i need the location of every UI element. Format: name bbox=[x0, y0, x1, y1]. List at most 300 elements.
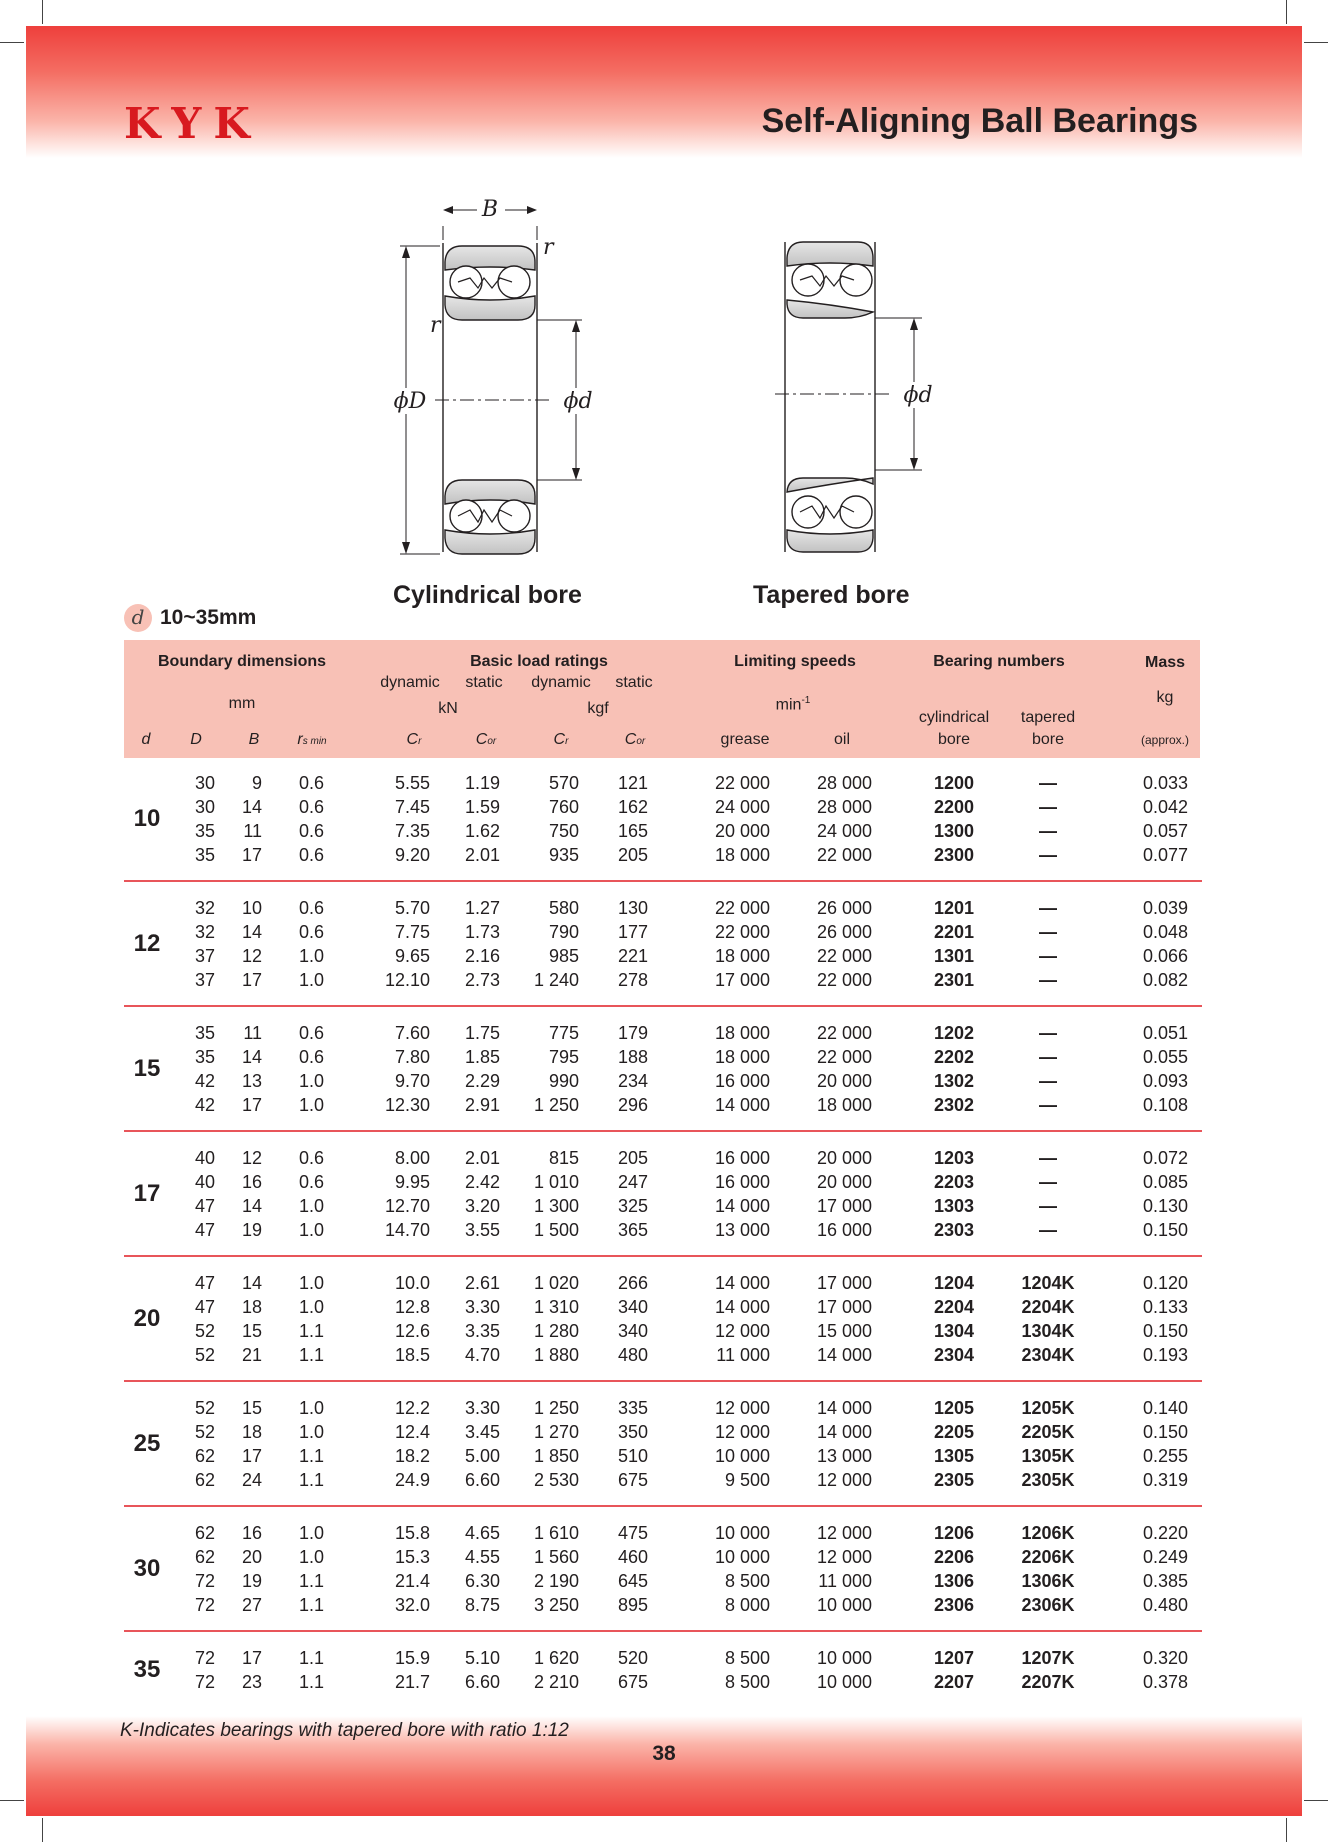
table-cell: 9.95 bbox=[394, 1172, 430, 1192]
table-cell: 3.35 bbox=[464, 1321, 500, 1341]
table-cell: 26 000 bbox=[816, 922, 872, 942]
table-cell: 22 000 bbox=[816, 1023, 872, 1043]
table-cell: 1304 bbox=[933, 1321, 975, 1341]
bearing-diagrams bbox=[0, 0, 1328, 620]
table-cell: 1 850 bbox=[533, 1446, 579, 1466]
table-cell: 2201 bbox=[933, 922, 975, 942]
table-cell: 1.0 bbox=[298, 970, 324, 990]
table-cell: 22 000 bbox=[816, 1047, 872, 1067]
table-cell: 20 000 bbox=[816, 1071, 872, 1091]
table-cell: 1 880 bbox=[533, 1345, 579, 1365]
table-cell: 24 000 bbox=[714, 797, 770, 817]
bore-diameter-value: 25 bbox=[133, 1430, 161, 1457]
table-cell: 18 000 bbox=[714, 1047, 770, 1067]
table-cell: 24.9 bbox=[394, 1470, 430, 1490]
table-cell: 2304K bbox=[1021, 1345, 1075, 1365]
table-cell: 12 000 bbox=[714, 1321, 770, 1341]
table-cell: 1305K bbox=[1021, 1446, 1075, 1466]
col-cor-subscript: or bbox=[487, 736, 497, 747]
table-cell: 1 250 bbox=[533, 1398, 579, 1418]
table-cell: 2304 bbox=[933, 1345, 975, 1365]
table-cell: 0.255 bbox=[1142, 1446, 1188, 1466]
table-cell: 8.75 bbox=[464, 1595, 500, 1615]
table-cell: 2203 bbox=[933, 1172, 975, 1192]
table-cell: 4.55 bbox=[464, 1547, 500, 1567]
table-cell: 32 bbox=[194, 898, 215, 918]
bore-diameter-value: 35 bbox=[133, 1656, 161, 1683]
crop-mark bbox=[1286, 1818, 1287, 1842]
header-bearing-numbers: Bearing numbers bbox=[933, 653, 1065, 670]
table-cell: 1201 bbox=[933, 898, 975, 918]
table-cell: 0.6 bbox=[298, 797, 324, 817]
table-cell: 0.6 bbox=[298, 1047, 324, 1067]
table-cell: 15.3 bbox=[394, 1547, 430, 1567]
dim-outer-diameter-label: ϕD bbox=[393, 389, 427, 414]
bore-diameter-value: 12 bbox=[133, 930, 161, 957]
header-basic-load-ratings: Basic load ratings bbox=[470, 653, 608, 670]
table-cell: 2206K bbox=[1021, 1547, 1075, 1567]
table-cell: 1 620 bbox=[533, 1648, 579, 1668]
table-cell: 1.75 bbox=[464, 1023, 500, 1043]
table-cell: 12 000 bbox=[816, 1470, 872, 1490]
table-cell: 0.6 bbox=[298, 922, 324, 942]
col-outer-d: D bbox=[190, 731, 202, 748]
table-cell: 2.61 bbox=[464, 1273, 500, 1293]
table-cell: 5.55 bbox=[394, 773, 430, 793]
table-cell: 1204 bbox=[933, 1273, 975, 1293]
table-cell: 1 250 bbox=[533, 1095, 579, 1115]
table-cell: 52 bbox=[194, 1345, 215, 1365]
table-cell: 28 000 bbox=[816, 773, 872, 793]
min-exponent: -1 bbox=[801, 695, 811, 706]
table-cell: 0.108 bbox=[1142, 1095, 1188, 1115]
table-cell: 40 bbox=[194, 1148, 215, 1168]
table-cell: 1.0 bbox=[298, 1547, 324, 1567]
table-cell: 205 bbox=[617, 1148, 648, 1168]
col-cr-kn bbox=[407, 731, 422, 749]
page-title: Self-Aligning Ball Bearings bbox=[761, 102, 1198, 140]
table-cell: 1.62 bbox=[464, 821, 500, 841]
table-cell: 42 bbox=[194, 1071, 215, 1091]
tapered-bore-label: Tapered bore bbox=[753, 581, 910, 609]
table-cell: 775 bbox=[548, 1023, 579, 1043]
table-cell: 1304K bbox=[1021, 1321, 1075, 1341]
table-cell: 0.319 bbox=[1142, 1470, 1188, 1490]
table-cell: 325 bbox=[617, 1196, 648, 1216]
table-cell: 795 bbox=[548, 1047, 579, 1067]
header-mass: Mass bbox=[1144, 654, 1186, 671]
table-cell: 0.130 bbox=[1142, 1196, 1188, 1216]
col-d: d bbox=[141, 731, 151, 748]
table-cell: 14 000 bbox=[714, 1196, 770, 1216]
table-cell: 0.077 bbox=[1142, 845, 1188, 865]
table-cell: 19 bbox=[241, 1571, 262, 1591]
table-cell: 0.6 bbox=[298, 1023, 324, 1043]
table-cell: 2202 bbox=[933, 1047, 975, 1067]
table-cell: 340 bbox=[617, 1297, 648, 1317]
table-cell: 2306 bbox=[933, 1595, 975, 1615]
table-cell: 15 000 bbox=[816, 1321, 872, 1341]
table-cell: 2205 bbox=[933, 1422, 975, 1442]
table-cell: 15 bbox=[241, 1398, 262, 1418]
table-cell: 0.193 bbox=[1142, 1345, 1188, 1365]
table-cell: 47 bbox=[194, 1273, 215, 1293]
cylindrical-bore-label: Cylindrical bore bbox=[393, 581, 582, 609]
table-cell: 15.9 bbox=[394, 1648, 430, 1668]
table-cell: 32 bbox=[194, 922, 215, 942]
table-cell: 11 000 bbox=[716, 1345, 770, 1365]
bore-range bbox=[124, 604, 256, 632]
table-cell: 1.27 bbox=[464, 898, 500, 918]
col-rs-symbol: r bbox=[297, 731, 303, 748]
table-cell: 1 310 bbox=[533, 1297, 579, 1317]
table-cell: 14 bbox=[241, 1047, 262, 1067]
header-mm: mm bbox=[228, 695, 256, 712]
table-cell: 510 bbox=[617, 1446, 648, 1466]
table-cell: 18 000 bbox=[816, 1095, 872, 1115]
table-cell: 1306 bbox=[933, 1571, 975, 1591]
bore-diameter-value: 10 bbox=[133, 805, 161, 832]
table-cell: 72 bbox=[194, 1648, 215, 1668]
table-cell: — bbox=[1039, 797, 1057, 817]
table-cell: 22 000 bbox=[714, 898, 770, 918]
page-number: 38 bbox=[652, 1742, 676, 1765]
table-cell: 9 bbox=[251, 773, 262, 793]
table-cell: 6.60 bbox=[464, 1672, 500, 1692]
table-cell: 1.0 bbox=[298, 1071, 324, 1091]
table-cell: 18 000 bbox=[714, 946, 770, 966]
table-cell: — bbox=[1039, 946, 1057, 966]
bore-symbol-badge: d bbox=[124, 604, 152, 632]
table-cell: 11 bbox=[243, 1023, 262, 1043]
table-cell: 47 bbox=[194, 1220, 215, 1240]
table-cell: 0.066 bbox=[1142, 946, 1188, 966]
table-cell: 18 000 bbox=[714, 1023, 770, 1043]
table-cell: 0.150 bbox=[1142, 1321, 1188, 1341]
table-cell: 17 bbox=[241, 1446, 262, 1466]
table-cell: 7.45 bbox=[394, 797, 430, 817]
bore-diameter-value: 15 bbox=[133, 1055, 161, 1082]
table-cell: 8 500 bbox=[724, 1571, 770, 1591]
table-cell: 10 000 bbox=[816, 1595, 872, 1615]
table-cell: 570 bbox=[548, 773, 579, 793]
table-cell: 1.1 bbox=[298, 1648, 324, 1668]
table-cell: 24 bbox=[241, 1470, 262, 1490]
table-cell: 1207 bbox=[933, 1648, 975, 1668]
table-cell: 0.048 bbox=[1142, 922, 1188, 942]
table-cell: 14 000 bbox=[816, 1422, 872, 1442]
table-cell: 15.8 bbox=[394, 1523, 430, 1543]
table-cell: 1300 bbox=[933, 821, 975, 841]
table-cell: 21.4 bbox=[394, 1571, 430, 1591]
table-cell: 0.033 bbox=[1142, 773, 1188, 793]
table-cell: 815 bbox=[548, 1148, 579, 1168]
table-cell: 1202 bbox=[933, 1023, 975, 1043]
footnote: K-Indicates bearings with tapered bore with ratio 1:12 bbox=[120, 1720, 569, 1741]
table-cell: — bbox=[1039, 845, 1057, 865]
table-cell: 16 000 bbox=[714, 1172, 770, 1192]
table-cell: 21.7 bbox=[394, 1672, 430, 1692]
table-cell: 14.70 bbox=[384, 1220, 430, 1240]
table-cell: 4.65 bbox=[464, 1523, 500, 1543]
table-cell: 62 bbox=[194, 1547, 215, 1567]
table-cell: — bbox=[1039, 898, 1057, 918]
crop-mark bbox=[42, 1818, 43, 1842]
col-b: B bbox=[248, 731, 260, 748]
table-cell: 16 bbox=[241, 1523, 262, 1543]
col-c-symbol: C bbox=[406, 731, 419, 748]
table-cell: 1.0 bbox=[298, 1196, 324, 1216]
table-cell: 1200 bbox=[933, 773, 975, 793]
table-cell: 1.1 bbox=[298, 1321, 324, 1341]
table-cell: 247 bbox=[617, 1172, 648, 1192]
table-cell: 1 610 bbox=[533, 1523, 579, 1543]
table-cell: 1.0 bbox=[298, 946, 324, 966]
table-cell: 62 bbox=[194, 1470, 215, 1490]
table-cell: 675 bbox=[617, 1672, 648, 1692]
table-cell: 14 bbox=[241, 797, 262, 817]
table-cell: 3.30 bbox=[464, 1297, 500, 1317]
table-cell: 1.1 bbox=[298, 1446, 324, 1466]
table-cell: 14 000 bbox=[816, 1345, 872, 1365]
table-cell: 27 bbox=[241, 1595, 262, 1615]
brand-logo: KYK bbox=[124, 99, 262, 148]
table-cell: 72 bbox=[194, 1571, 215, 1591]
table-cell: 18 bbox=[241, 1422, 262, 1442]
table-cell: 645 bbox=[617, 1571, 648, 1591]
table-cell: 0.6 bbox=[298, 1148, 324, 1168]
table-cell: 18.2 bbox=[394, 1446, 430, 1466]
table-cell: 14 000 bbox=[714, 1273, 770, 1293]
table-cell: 14 bbox=[241, 1196, 262, 1216]
table-cell: 32.0 bbox=[394, 1595, 430, 1615]
table-cell: 2306K bbox=[1021, 1595, 1075, 1615]
group-separator bbox=[124, 880, 1202, 882]
table-cell: 460 bbox=[617, 1547, 648, 1567]
table-cell: 0.082 bbox=[1142, 970, 1188, 990]
table-cell: 5.70 bbox=[394, 898, 430, 918]
table-cell: 40 bbox=[194, 1172, 215, 1192]
table-cell: 30 bbox=[194, 797, 215, 817]
table-cell: 22 000 bbox=[816, 946, 872, 966]
table-cell: 278 bbox=[617, 970, 648, 990]
table-cell: 1.0 bbox=[298, 1422, 324, 1442]
table-cell: 24 000 bbox=[816, 821, 872, 841]
table-cell: 20 bbox=[241, 1547, 262, 1567]
table-cell: 2 210 bbox=[533, 1672, 579, 1692]
table-cell: 8 500 bbox=[724, 1648, 770, 1668]
table-cell: 340 bbox=[617, 1321, 648, 1341]
tapered-bore-diagram bbox=[775, 242, 922, 552]
table-cell: 1 240 bbox=[533, 970, 579, 990]
table-cell: 21 bbox=[241, 1345, 262, 1365]
table-cell: 0.085 bbox=[1142, 1172, 1188, 1192]
table-cell: 10 bbox=[241, 898, 262, 918]
table-cell: 1.1 bbox=[298, 1345, 324, 1365]
table-cell: 1.0 bbox=[298, 1220, 324, 1240]
table-cell: 2205K bbox=[1021, 1422, 1075, 1442]
header-dynamic: dynamic bbox=[380, 674, 440, 691]
table-cell: 52 bbox=[194, 1422, 215, 1442]
table-cell: 8.00 bbox=[394, 1148, 430, 1168]
table-cell: 8 000 bbox=[724, 1595, 770, 1615]
header-kgf: kgf bbox=[587, 700, 609, 717]
table-cell: 1.0 bbox=[298, 1398, 324, 1418]
col-c-symbol: C bbox=[475, 731, 488, 748]
table-cell: 30 bbox=[194, 773, 215, 793]
table-cell: 10 000 bbox=[714, 1523, 770, 1543]
table-cell: 2300 bbox=[933, 845, 975, 865]
table-cell: 0.249 bbox=[1142, 1547, 1188, 1567]
table-cell: 0.039 bbox=[1142, 898, 1188, 918]
table-cell: 20 000 bbox=[816, 1172, 872, 1192]
table-cell: 12 000 bbox=[816, 1523, 872, 1543]
table-cell: 16 000 bbox=[714, 1148, 770, 1168]
table-cell: 42 bbox=[194, 1095, 215, 1115]
table-cell: 480 bbox=[617, 1345, 648, 1365]
table-cell: 1.0 bbox=[298, 1297, 324, 1317]
col-rs-subscript: s min bbox=[302, 736, 327, 747]
table-cell: 3 250 bbox=[533, 1595, 579, 1615]
col-cor-kn bbox=[476, 731, 496, 749]
col-cor-subscript: or bbox=[636, 736, 646, 747]
dim-b-label: B bbox=[481, 197, 499, 222]
table-cell: 2204 bbox=[933, 1297, 975, 1317]
group-separator bbox=[124, 1005, 1202, 1007]
table-cell: 12 000 bbox=[714, 1422, 770, 1442]
table-cell: — bbox=[1039, 1220, 1057, 1240]
table-cell: 2.01 bbox=[464, 845, 500, 865]
table-cell: 3.30 bbox=[464, 1398, 500, 1418]
table-cell: 0.385 bbox=[1142, 1571, 1188, 1591]
table-cell: 19 bbox=[241, 1220, 262, 1240]
bore-diameter-value: 17 bbox=[133, 1180, 161, 1207]
col-cr-subscript: r bbox=[418, 736, 422, 747]
table-cell: 1.0 bbox=[298, 1095, 324, 1115]
table-cell: 8 500 bbox=[724, 1672, 770, 1692]
table-cell: 12 000 bbox=[816, 1547, 872, 1567]
col-grease: grease bbox=[720, 731, 770, 748]
table-cell: 18 000 bbox=[714, 845, 770, 865]
table-cell: 2.42 bbox=[464, 1172, 500, 1192]
table-cell: 177 bbox=[617, 922, 648, 942]
table-cell: 22 000 bbox=[816, 845, 872, 865]
header-boundary-dimensions: Boundary dimensions bbox=[157, 653, 327, 670]
table-cell: 165 bbox=[617, 821, 648, 841]
col-c-symbol: C bbox=[624, 731, 637, 748]
table-cell: 2 190 bbox=[533, 1571, 579, 1591]
header-min-unit bbox=[776, 695, 811, 714]
table-cell: 2207 bbox=[933, 1672, 975, 1692]
group-separator bbox=[124, 1505, 1202, 1507]
table-cell: 1.0 bbox=[298, 1523, 324, 1543]
table-cell: — bbox=[1039, 970, 1057, 990]
table-cell: 35 bbox=[194, 845, 215, 865]
table-cell: 675 bbox=[617, 1470, 648, 1490]
table-cell: — bbox=[1039, 1023, 1057, 1043]
header-tapered: tapered bbox=[1020, 709, 1076, 726]
group-separator bbox=[124, 1630, 1202, 1632]
table-cell: 13 bbox=[241, 1071, 262, 1091]
table-cell: 2.91 bbox=[464, 1095, 500, 1115]
table-cell: — bbox=[1039, 1095, 1057, 1115]
table-cell: 1 020 bbox=[533, 1273, 579, 1293]
table-cell: 2204K bbox=[1021, 1297, 1075, 1317]
header-bore: bore bbox=[937, 731, 971, 748]
table-cell: 0.055 bbox=[1142, 1047, 1188, 1067]
group-separator bbox=[124, 1255, 1202, 1257]
col-oil: oil bbox=[833, 731, 851, 748]
table-cell: 221 bbox=[617, 946, 648, 966]
table-cell: 234 bbox=[617, 1071, 648, 1091]
table-cell: 52 bbox=[194, 1398, 215, 1418]
table-cell: 3.45 bbox=[464, 1422, 500, 1442]
table-cell: 2301 bbox=[933, 970, 975, 990]
table-cell: 2.73 bbox=[464, 970, 500, 990]
table-cell: 10 000 bbox=[816, 1672, 872, 1692]
table-header bbox=[124, 640, 1200, 758]
table-cell: 1207K bbox=[1021, 1648, 1075, 1668]
table-cell: 18.5 bbox=[394, 1345, 430, 1365]
table-cell: 1.0 bbox=[298, 1273, 324, 1293]
table-cell: 1204K bbox=[1021, 1273, 1075, 1293]
table-cell: 72 bbox=[194, 1672, 215, 1692]
table-cell: 3.55 bbox=[464, 1220, 500, 1240]
table-cell: 2303 bbox=[933, 1220, 975, 1240]
table-cell: 5.10 bbox=[464, 1648, 500, 1668]
table-cell: 0.057 bbox=[1142, 821, 1188, 841]
table-cell: 2305 bbox=[933, 1470, 975, 1490]
table-cell: 62 bbox=[194, 1523, 215, 1543]
table-cell: 0.6 bbox=[298, 1172, 324, 1192]
group-separator bbox=[124, 1130, 1202, 1132]
table-cell: 17 000 bbox=[816, 1196, 872, 1216]
table-cell: 130 bbox=[617, 898, 648, 918]
table-cell: 22 000 bbox=[714, 773, 770, 793]
table-cell: 17 000 bbox=[816, 1273, 872, 1293]
table-cell: 266 bbox=[617, 1273, 648, 1293]
table-cell: 12.2 bbox=[394, 1398, 430, 1418]
table-cell: 9.70 bbox=[394, 1071, 430, 1091]
table-cell: 7.35 bbox=[394, 821, 430, 841]
table-cell: 14 bbox=[241, 1273, 262, 1293]
table-cell: — bbox=[1039, 821, 1057, 841]
table-cell: 13 000 bbox=[714, 1220, 770, 1240]
table-cell: 335 bbox=[617, 1398, 648, 1418]
table-cell: 0.072 bbox=[1142, 1148, 1188, 1168]
table-cell: 580 bbox=[548, 898, 579, 918]
table-cell: 1.1 bbox=[298, 1571, 324, 1591]
table-cell: 520 bbox=[617, 1648, 648, 1668]
table-cell: 121 bbox=[617, 773, 648, 793]
table-cell: 11 000 bbox=[818, 1571, 872, 1591]
crop-mark bbox=[0, 1800, 24, 1801]
table-cell: 17 bbox=[241, 845, 262, 865]
table-cell: 23 bbox=[241, 1672, 262, 1692]
table-cell: 72 bbox=[194, 1595, 215, 1615]
table-cell: 14 000 bbox=[816, 1398, 872, 1418]
table-cell: 6.30 bbox=[464, 1571, 500, 1591]
table-cell: 0.150 bbox=[1142, 1220, 1188, 1240]
table-cell: 17 bbox=[241, 970, 262, 990]
table-cell: 760 bbox=[548, 797, 579, 817]
table-cell: 22 000 bbox=[714, 922, 770, 942]
table-cell: 0.220 bbox=[1142, 1523, 1188, 1543]
table-cell: 12.6 bbox=[394, 1321, 430, 1341]
dim-r-label: r bbox=[543, 235, 554, 260]
table-cell: 4.70 bbox=[464, 1345, 500, 1365]
table-cell: 37 bbox=[194, 946, 215, 966]
